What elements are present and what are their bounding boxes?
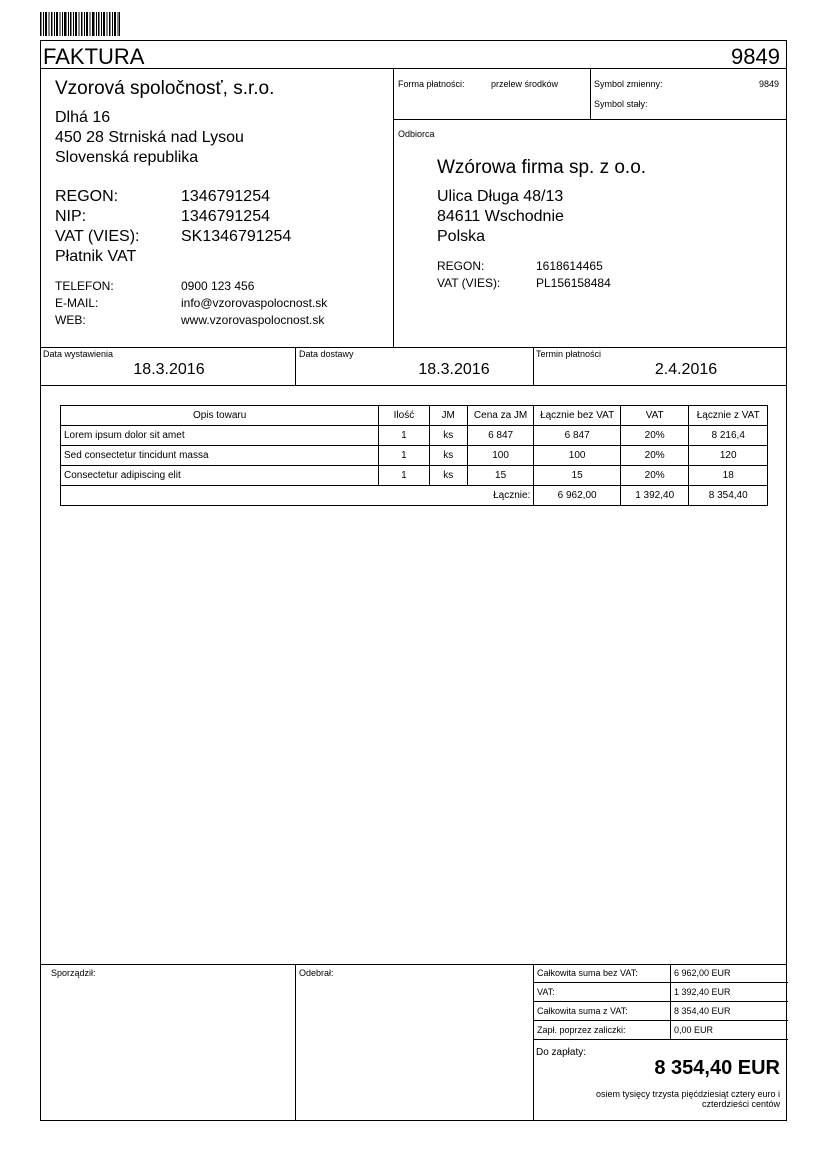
summary-value: 8 354,40 EUR bbox=[671, 1002, 788, 1021]
seller-id-value: SK1346791254 bbox=[181, 228, 292, 245]
column-header: Opis towaru bbox=[61, 406, 379, 426]
buyer-city: 84611 Wschodnie bbox=[437, 208, 564, 225]
divider bbox=[295, 347, 296, 385]
buyer-id-label: VAT (VIES): bbox=[437, 276, 501, 290]
variable-symbol-label: Symbol zmienny: bbox=[594, 79, 663, 89]
item-description: Sed consectetur tincidunt massa bbox=[61, 446, 379, 466]
summary-value: 1 392,40 EUR bbox=[671, 983, 788, 1002]
table-row bbox=[61, 426, 768, 446]
amount-in-words: osiem tysięcy trzysta pięćdziesiąt cztery euro i bbox=[595, 1089, 780, 1099]
divider bbox=[40, 68, 787, 69]
buyer-section-label: Odbiorca bbox=[398, 129, 435, 139]
payment-form-label: Forma płatności: bbox=[398, 79, 465, 89]
item-vat-rate: 20% bbox=[620, 426, 688, 446]
items-total-gross: 8 354,40 bbox=[689, 486, 768, 506]
seller-id-value: 1346791254 bbox=[181, 188, 270, 205]
table-row bbox=[61, 446, 768, 466]
items-total-label: Łącznie: bbox=[61, 486, 534, 506]
buyer-country: Polska bbox=[437, 228, 486, 245]
column-header: JM bbox=[429, 406, 467, 426]
item-vat-rate: 20% bbox=[620, 466, 688, 486]
issue-date-value: 18.3.2016 bbox=[133, 361, 205, 378]
item-quantity: 1 bbox=[379, 466, 429, 486]
item-unit: ks bbox=[429, 446, 467, 466]
due-date-value: 2.4.2016 bbox=[654, 361, 718, 378]
item-quantity: 1 bbox=[379, 446, 429, 466]
divider bbox=[393, 68, 394, 347]
seller-id-value: 1346791254 bbox=[181, 208, 270, 225]
table-row bbox=[61, 466, 768, 486]
buyer-name: Wzórowa firma sp. z o.o. bbox=[437, 157, 647, 178]
seller-id-label: REGON: bbox=[55, 188, 119, 205]
item-vat-rate: 20% bbox=[620, 446, 688, 466]
summary-label: Zapł. poprzez zaliczki: bbox=[534, 1021, 671, 1040]
issue-date-label: Data wystawienia bbox=[43, 349, 114, 359]
variable-symbol-value: 9849 bbox=[758, 79, 779, 89]
summary-label: Całkowita suma z VAT: bbox=[534, 1002, 671, 1021]
delivery-date-label: Data dostawy bbox=[299, 349, 354, 359]
prepared-by-label: Sporządził: bbox=[51, 968, 96, 978]
barcode-image bbox=[40, 12, 120, 36]
item-net-total: 6 847 bbox=[534, 426, 621, 446]
divider bbox=[40, 347, 787, 348]
column-header: Ilość bbox=[379, 406, 429, 426]
delivery-date-value: 18.3.2016 bbox=[418, 361, 490, 378]
item-quantity: 1 bbox=[379, 426, 429, 446]
summary-row bbox=[534, 1021, 788, 1040]
summary-value: 0,00 EUR bbox=[671, 1021, 788, 1040]
seller-contact-label: TELEFON: bbox=[55, 279, 114, 293]
seller-city: 450 28 Strniská nad Lysou bbox=[55, 129, 244, 146]
items-total-vat: 1 392,40 bbox=[620, 486, 688, 506]
document-title: FAKTURA bbox=[43, 44, 145, 69]
item-unit-price: 6 847 bbox=[467, 426, 533, 446]
seller-web: www.vzorovaspolocnost.sk bbox=[181, 313, 325, 327]
seller-phone: 0900 123 456 bbox=[181, 279, 255, 293]
divider bbox=[590, 68, 591, 119]
item-description: Consectetur adipiscing elit bbox=[61, 466, 379, 486]
summary-label: VAT: bbox=[534, 983, 671, 1002]
invoice-number: 9849 bbox=[731, 44, 780, 69]
column-header: Łącznie z VAT bbox=[689, 406, 768, 426]
payment-form-value: przelew środków bbox=[491, 79, 559, 89]
buyer-street: Ulica Długa 48/13 bbox=[437, 188, 564, 205]
item-gross-total: 120 bbox=[689, 446, 768, 466]
seller-contact-label: E-MAIL: bbox=[55, 296, 99, 310]
item-gross-total: 18 bbox=[689, 466, 768, 486]
seller-id-label: NIP: bbox=[55, 208, 87, 225]
constant-symbol-label: Symbol stały: bbox=[594, 99, 648, 109]
items-header-row bbox=[61, 406, 768, 426]
items-table bbox=[60, 405, 768, 506]
seller-id-label: VAT (VIES): bbox=[55, 228, 140, 245]
item-unit-price: 100 bbox=[467, 446, 533, 466]
buyer-id-value: 1618614465 bbox=[536, 259, 603, 273]
item-gross-total: 8 216,4 bbox=[689, 426, 768, 446]
divider bbox=[40, 385, 787, 386]
seller-vat-status: Płatnik VAT bbox=[55, 248, 137, 265]
to-pay-amount: 8 354,40 EUR bbox=[654, 1057, 780, 1079]
amount-in-words: czterdzieści centów bbox=[701, 1099, 780, 1109]
summary-value: 6 962,00 EUR bbox=[671, 964, 788, 983]
to-pay-label: Do zapłaty: bbox=[536, 1047, 587, 1058]
items-total-net: 6 962,00 bbox=[534, 486, 621, 506]
received-by-label: Odebrał: bbox=[299, 968, 334, 978]
seller-country: Slovenská republika bbox=[55, 149, 199, 166]
item-unit: ks bbox=[429, 426, 467, 446]
item-net-total: 100 bbox=[534, 446, 621, 466]
column-header: Cena za JM bbox=[467, 406, 533, 426]
seller-email: info@vzorovaspolocnost.sk bbox=[181, 296, 328, 310]
summary-row bbox=[534, 983, 788, 1002]
seller-contact-label: WEB: bbox=[55, 313, 86, 327]
summary-label: Całkowita suma bez VAT: bbox=[534, 964, 671, 983]
seller-street: Dlhá 16 bbox=[55, 109, 111, 126]
summary-row bbox=[534, 1002, 788, 1021]
seller-name: Vzorová spoločnosť, s.r.o. bbox=[55, 78, 275, 99]
item-unit-price: 15 bbox=[467, 466, 533, 486]
column-header: VAT bbox=[620, 406, 688, 426]
divider bbox=[393, 119, 787, 120]
item-description: Lorem ipsum dolor sit amet bbox=[61, 426, 379, 446]
item-unit: ks bbox=[429, 466, 467, 486]
items-total-row bbox=[61, 486, 768, 506]
divider bbox=[295, 964, 296, 1121]
due-date-label: Termin płatności bbox=[536, 349, 602, 359]
summary-row bbox=[534, 964, 788, 983]
column-header: Łącznie bez VAT bbox=[534, 406, 621, 426]
summary-table bbox=[533, 964, 788, 1040]
buyer-id-value: PL156158484 bbox=[536, 276, 611, 290]
invoice-frame bbox=[40, 40, 787, 1121]
item-net-total: 15 bbox=[534, 466, 621, 486]
buyer-id-label: REGON: bbox=[437, 259, 485, 273]
